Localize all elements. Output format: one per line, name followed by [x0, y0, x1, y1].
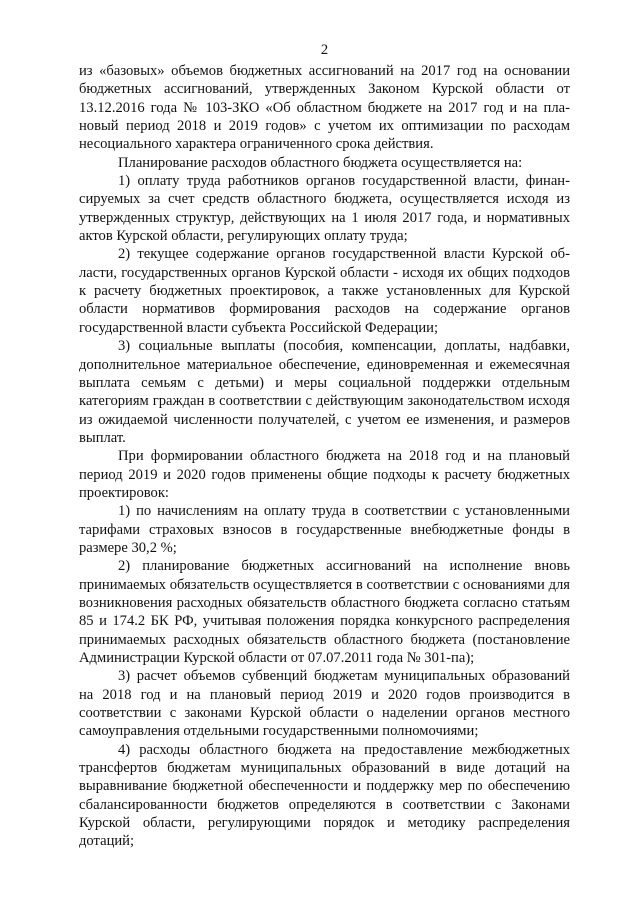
paragraph-item-salary: 1) оплату труда работников органов государственной власти, финансируемых за счет средств областного бюджета, осуществляется исходя из утвержденных структур, действующих на 1 июля 2017 года, и нормативных актов Курской области, регулирующих оплату труда;	[79, 173, 570, 245]
document-body	[79, 62, 570, 851]
paragraph-planning-heading: Планирование расходов областного бюджета осуществляется на:	[118, 154, 523, 171]
paragraph-general-approaches: При формировании областного бюджета на 2018 год и на плановый период 2019 и 2020 годов применены общие подходы к расчету бюджетных проектировок:	[79, 448, 570, 501]
paragraph-approach-new-obligations: 2) планирование бюджетных ассигнований на исполнение вновь принимаемых обязательств осуществляется в соответствии с основаниями для возникновения расходных обязательств областного бюджета согласно статьям 85 и 174.2 БК РФ, учитывая положения порядка конкурсного распределения принимаемых расходных обязательств областного бюджета (постановление Администрации Курской области от 07.07.2011 года № 301-па);	[79, 558, 570, 666]
paragraph-item-maintenance: 2) текущее содержание органов государственной власти Курской области, государственных органов Курской области - исходя их общих подходов к расчету бюджетных проектировок, а также установленных для Курской области нормативов формирования расходов на содержание органов государственной власти субъекта Российской Федерации;	[79, 246, 570, 336]
page-number: 2	[320, 42, 329, 58]
paragraph-approach-insurance: 1) по начислениям на оплату труда в соответствии с установленными тарифами страховых взносов в государственные внебюджетные фонды в размере 30,2 %;	[79, 503, 570, 556]
paragraph-item-social-payments: 3) социальные выплаты (пособия, компенсации, доплаты, надбавки, дополнительное материальное обеспечение, единовременная и ежемесячная выплата семьям с детьми) и меры социальной поддержки отдельным категориям граждан в соответствии с действующим законодательством исходя из ожидаемой численности получателей, с учетом ее изменения, и размеров выплат.	[79, 338, 570, 446]
paragraph-intro-continuation: из «базовых» объемов бюджетных ассигнований на 2017 год на основании бюджетных ассигнований, утвержденных Законом Курской области от 13.12.2016 года № 103-ЗКО «Об областном бюджете на 2017 год и на плановый период 2018 и 2019 годов» с учетом их оптимизации по расходам несоциального характера ограниченного срока действия.	[79, 63, 570, 153]
paragraph-approach-subventions: 3) расчет объемов субвенций бюджетам муниципальных образований на 2018 год и на плановый период 2019 и 2020 годов производится в соответствии с законами Курской области о наделении органов местного самоуправления отдельными государственными полномочиями;	[79, 668, 570, 740]
paragraph-approach-transfers: 4) расходы областного бюджета на предоставление межбюджетных трансфертов бюджетам муниципальных образований в виде дотаций на выравнивание бюджетной обеспеченности и поддержку мер по обеспечению сбалансированности бюджетов определяются в соответствии с Законами Курской области, регулирующими порядок и методику распределения дотаций;	[79, 741, 570, 850]
